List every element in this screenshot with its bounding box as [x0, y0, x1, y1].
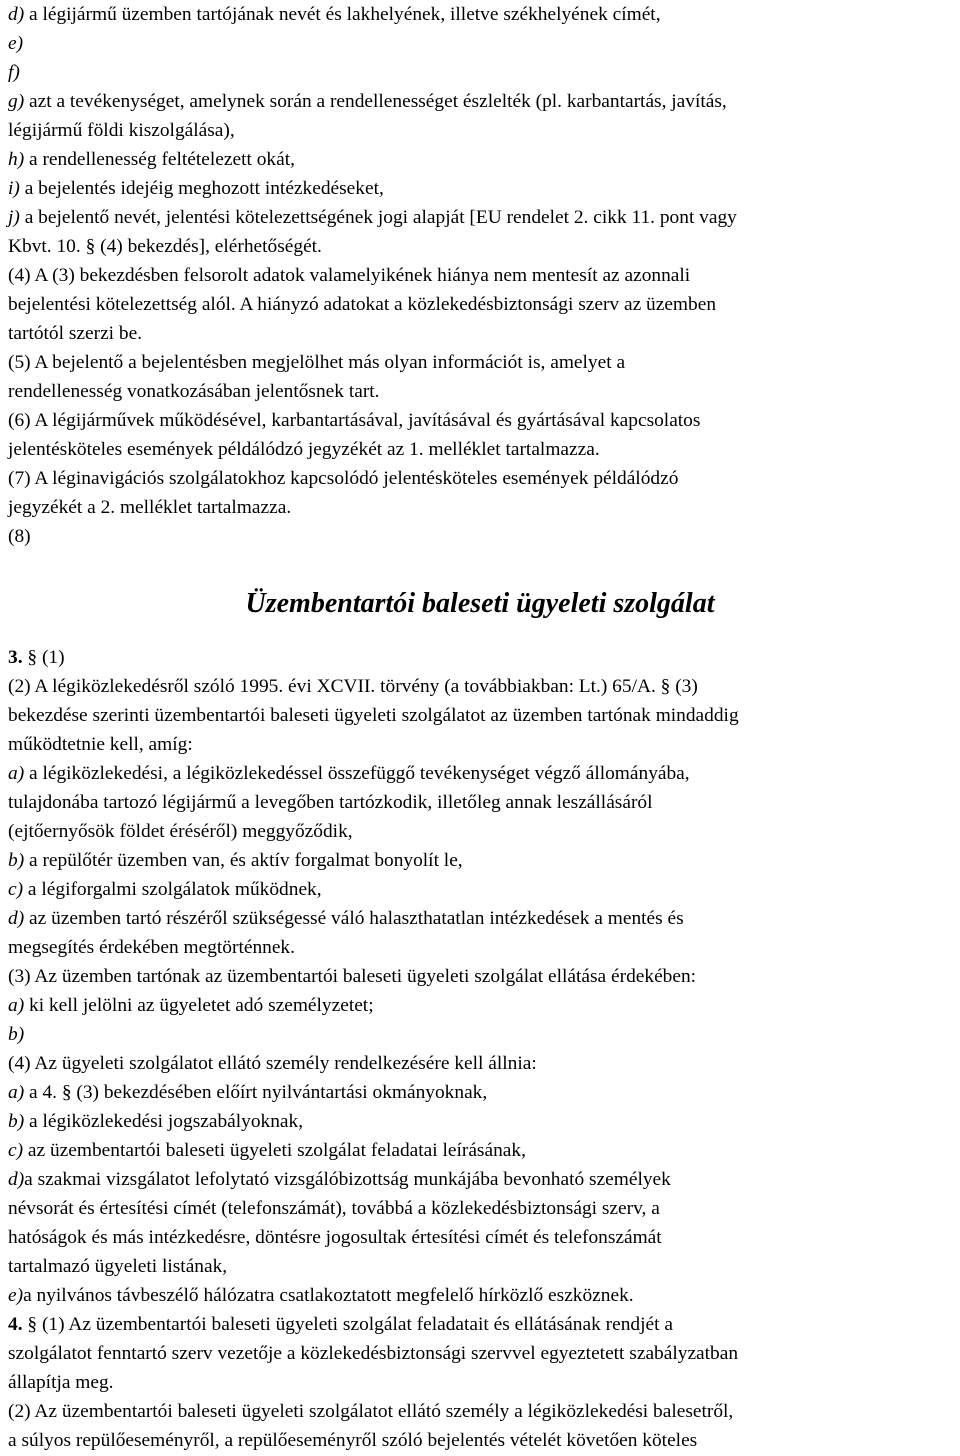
- text-line: [8, 1049, 952, 1078]
- text-line: [8, 1281, 952, 1310]
- text-line: [8, 817, 952, 846]
- list-item-label: e): [8, 1285, 24, 1306]
- list-item-label: j): [8, 207, 20, 228]
- line-text: a bejelentő nevét, jelentési kötelezettségének jogi alapját [EU rendelet 2. cikk 11. pont vagy: [19, 207, 737, 228]
- text-line: [8, 730, 952, 759]
- text-line: [8, 1426, 952, 1455]
- list-item-label: e): [8, 33, 24, 54]
- line-text: a szakmai vizsgálatot lefolytató vizsgálóbizottság munkájába bevonható személyek: [24, 1169, 671, 1190]
- line-text: a rendellenesség feltételezett okát,: [24, 149, 295, 170]
- text-line: [8, 0, 952, 29]
- text-line: [8, 701, 952, 730]
- line-text: bekezdése szerinti üzembentartói baleseti ügyeleti szolgálatot az üzemben tartónak mindaddig: [8, 705, 739, 726]
- line-text: jelentésköteles események példálódzó jegyzékét az 1. melléklet tartalmazza.: [8, 439, 600, 460]
- text-line: [8, 1310, 952, 1339]
- line-text: az üzemben tartó részéről szükségessé váló halaszthatatlan intézkedések a mentés és: [24, 908, 684, 929]
- text-line: [8, 1368, 952, 1397]
- paragraph-block-bottom: [8, 643, 952, 1455]
- text-line: [8, 1194, 952, 1223]
- line-text: a légiközlekedési jogszabályoknak,: [24, 1111, 304, 1132]
- line-text: hatóságok és más intézkedésre, döntésre jogosultak értesítési címét és telefonszámát: [8, 1227, 662, 1248]
- section-number: 3.: [8, 647, 23, 668]
- line-text: légijármű földi kiszolgálása),: [8, 120, 235, 141]
- text-line: [8, 464, 952, 493]
- text-line: [8, 643, 952, 672]
- line-text: (6) A légijárművek működésével, karbantartásával, javításával és gyártásával kapcsolatos: [8, 410, 701, 431]
- text-line: [8, 672, 952, 701]
- list-item-label: d): [8, 1169, 25, 1190]
- line-text: bejelentési kötelezettség alól. A hiányzó adatokat a közlekedésbiztonsági szerv az üzemben: [8, 294, 717, 315]
- line-text: (4) Az ügyeleti szolgálatot ellátó személy rendelkezésére kell állnia:: [8, 1053, 537, 1074]
- line-text: az üzembentartói baleseti ügyeleti szolgálat feladatai leírásának,: [23, 1140, 526, 1161]
- line-text: § (1) Az üzembentartói baleseti ügyeleti szolgálat feladatait és ellátásának rendjét a: [22, 1314, 673, 1335]
- list-item-label: b): [8, 1024, 25, 1045]
- list-item-label: b): [8, 1111, 25, 1132]
- text-line: [8, 991, 952, 1020]
- list-item-label: g): [8, 91, 25, 112]
- line-text: a légiforgalmi szolgálatok működnek,: [23, 879, 322, 900]
- text-line: [8, 87, 952, 116]
- text-line: [8, 290, 952, 319]
- list-item-label: f): [8, 62, 20, 83]
- line-text: működtetnie kell, amíg:: [8, 734, 193, 755]
- list-item-label: h): [8, 149, 25, 170]
- text-line: [8, 377, 952, 406]
- line-text: (2) Az üzembentartói baleseti ügyeleti szolgálatot ellátó személy a légiközlekedési balesetről,: [8, 1401, 734, 1422]
- text-line: [8, 962, 952, 991]
- text-line: [8, 1165, 952, 1194]
- text-line: [8, 1223, 952, 1252]
- line-text: Kbvt. 10. § (4) bekezdés], elérhetőségét.: [8, 236, 322, 257]
- text-line: [8, 846, 952, 875]
- section-title: Üzembentartói baleseti ügyeleti szolgálat: [245, 588, 715, 619]
- text-line: [8, 145, 952, 174]
- line-text: tartótól szerzi be.: [8, 323, 143, 344]
- document-page: [8, 0, 952, 1455]
- text-line: [8, 1078, 952, 1107]
- text-line: [8, 29, 952, 58]
- text-line: [8, 203, 952, 232]
- list-item-label: d): [8, 908, 25, 929]
- text-line: [8, 261, 952, 290]
- text-line: [8, 406, 952, 435]
- text-line: [8, 1339, 952, 1368]
- line-text: a nyilvános távbeszélő hálózatra csatlakoztatott megfelelő hírközlő eszköznek.: [23, 1285, 634, 1306]
- text-line: [8, 174, 952, 203]
- list-item-label: c): [8, 1140, 24, 1161]
- line-text: § (1): [22, 647, 65, 668]
- line-text: (7) A léginavigációs szolgálatokhoz kapcsolódó jelentésköteles események példálódzó: [8, 468, 679, 489]
- list-item-label: d): [8, 4, 25, 25]
- line-text: névsorát és értesítési címét (telefonszámát), továbbá a közlekedésbiztonsági szerv, a: [8, 1198, 660, 1219]
- line-text: állapítja meg.: [8, 1372, 114, 1393]
- text-line: [8, 1252, 952, 1281]
- text-line: [8, 319, 952, 348]
- list-item-label: a): [8, 1082, 25, 1103]
- line-text: a repülőtér üzemben van, és aktív forgalmat bonyolít le,: [24, 850, 463, 871]
- line-text: a 4. § (3) bekezdésében előírt nyilvántartási okmányoknak,: [24, 1082, 488, 1103]
- line-text: (5) A bejelentő a bejelentésben megjelölhet más olyan információt is, amelyet a: [8, 352, 626, 373]
- list-item-label: b): [8, 850, 25, 871]
- line-text: (3) Az üzemben tartónak az üzembentartói baleseti ügyeleti szolgálat ellátása érdekében:: [8, 966, 697, 987]
- text-line: [8, 1397, 952, 1426]
- text-line: [8, 435, 952, 464]
- text-line: [8, 1107, 952, 1136]
- text-line: [8, 1136, 952, 1165]
- text-line: [8, 904, 952, 933]
- line-text: szolgálatot fenntartó szerv vezetője a közlekedésbiztonsági szervvel egyeztetett szabályzatban: [8, 1343, 739, 1364]
- list-item-label: i): [8, 178, 20, 199]
- line-text: tulajdonába tartozó légijármű a levegőben tartózkodik, illetőleg annak leszállásáról: [8, 792, 653, 813]
- line-text: (4) A (3) bekezdésben felsorolt adatok valamelyikének hiánya nem mentesít az azonnali: [8, 265, 691, 286]
- line-text: (ejtőernyősök földet éréséről) meggyőződik,: [8, 821, 353, 842]
- text-line: [8, 933, 952, 962]
- text-line: [8, 875, 952, 904]
- text-line: [8, 58, 952, 87]
- text-line: [8, 493, 952, 522]
- text-line: [8, 759, 952, 788]
- line-text: ki kell jelölni az ügyeletet adó személyzetet;: [24, 995, 374, 1016]
- line-text: tartalmazó ügyeleti listának,: [8, 1256, 228, 1277]
- line-text: (2) A légiközlekedésről szóló 1995. évi XCVII. törvény (a továbbiakban: Lt.) 65/A. § (3): [8, 676, 698, 697]
- paragraph-block-top: [8, 0, 952, 551]
- text-line: [8, 1020, 952, 1049]
- list-item-label: c): [8, 879, 24, 900]
- line-text: rendellenesség vonatkozásában jelentősnek tart.: [8, 381, 380, 402]
- text-line: [8, 348, 952, 377]
- line-text: a légijármű üzemben tartójának nevét és lakhelyének, illetve székhelyének címét,: [24, 4, 661, 25]
- line-text: a légiközlekedési, a légiközlekedéssel összefüggő tevékenységet végző állományába,: [24, 763, 690, 784]
- line-text: azt a tevékenységet, amelynek során a rendellenességet észlelték (pl. karbantartás, javítás,: [24, 91, 727, 112]
- text-line: [8, 788, 952, 817]
- line-text: a súlyos repülőeseményről, a repülőeseményről szóló bejelentés vételét követően köteles: [8, 1430, 698, 1451]
- list-item-label: a): [8, 763, 25, 784]
- text-line: [8, 522, 952, 551]
- list-item-label: a): [8, 995, 25, 1016]
- text-line: [8, 232, 952, 261]
- text-line: [8, 116, 952, 145]
- line-text: jegyzékét a 2. melléklet tartalmazza.: [8, 497, 292, 518]
- line-text: (8): [8, 526, 31, 547]
- line-text: megsegítés érdekében megtörténnek.: [8, 937, 295, 958]
- section-number: 4.: [8, 1314, 23, 1335]
- line-text: a bejelentés idejéig meghozott intézkedéseket,: [19, 178, 384, 199]
